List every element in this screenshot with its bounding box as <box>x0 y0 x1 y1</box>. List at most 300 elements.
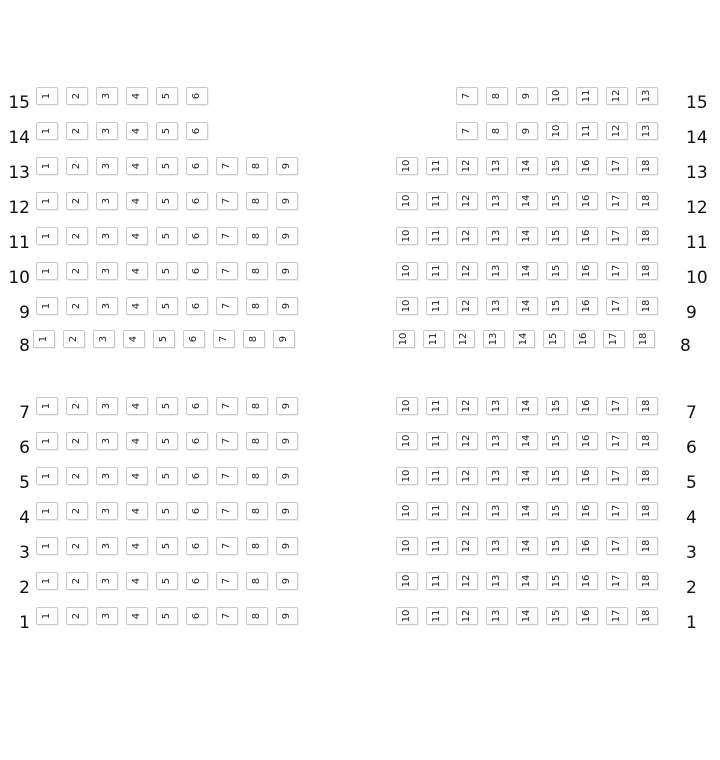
seat-row13[interactable] <box>606 157 628 175</box>
seat-row14[interactable] <box>606 122 628 140</box>
seat-row5[interactable] <box>186 467 208 485</box>
seat-row10[interactable] <box>36 262 58 280</box>
seat-row7[interactable] <box>186 397 208 415</box>
seat-row4[interactable] <box>636 502 658 520</box>
seat-row1[interactable] <box>126 607 148 625</box>
seat-number: 4 <box>131 127 142 135</box>
seat-number: 9 <box>281 302 292 310</box>
seat-row1[interactable] <box>576 607 598 625</box>
seat-row10[interactable] <box>606 262 628 280</box>
seat-row15[interactable] <box>576 87 598 105</box>
seat-row15[interactable] <box>486 87 508 105</box>
seat-row13[interactable] <box>96 157 118 175</box>
seat-row6[interactable] <box>96 432 118 450</box>
seat-row12[interactable] <box>606 192 628 210</box>
seat-number: 1 <box>41 92 52 100</box>
seat-row4[interactable] <box>396 502 418 520</box>
seat-row13[interactable] <box>126 157 148 175</box>
seat-row14[interactable] <box>486 122 508 140</box>
seat-row2[interactable] <box>36 572 58 590</box>
seat-row11[interactable] <box>486 227 508 245</box>
seat-row10[interactable] <box>546 262 568 280</box>
seat-row8[interactable] <box>573 330 595 348</box>
seat-row1[interactable] <box>486 607 508 625</box>
seat-row14[interactable] <box>186 122 208 140</box>
seat-row4[interactable] <box>186 502 208 520</box>
seat-number: 4 <box>131 197 142 205</box>
seat-row14[interactable] <box>156 122 178 140</box>
seat-row3[interactable] <box>186 537 208 555</box>
seat-row4[interactable] <box>66 502 88 520</box>
seat-row7[interactable] <box>66 397 88 415</box>
seat-row3[interactable] <box>456 537 478 555</box>
seat-row9[interactable] <box>96 297 118 315</box>
seat-row14[interactable] <box>636 122 658 140</box>
seat-row2[interactable] <box>576 572 598 590</box>
seat-number: 3 <box>101 437 112 445</box>
seat-row1[interactable] <box>36 607 58 625</box>
seat-row12[interactable] <box>246 192 268 210</box>
seat-row4[interactable] <box>606 502 628 520</box>
seat-number: 5 <box>161 92 172 100</box>
seat-row15[interactable] <box>636 87 658 105</box>
seat-row10[interactable] <box>246 262 268 280</box>
seat-row9[interactable] <box>606 297 628 315</box>
seat-row1[interactable] <box>396 607 418 625</box>
seat-number: 8 <box>491 92 502 100</box>
seat-row9[interactable] <box>486 297 508 315</box>
seat-row11[interactable] <box>156 227 178 245</box>
seat-number: 18 <box>641 539 652 553</box>
seat-row6[interactable] <box>186 432 208 450</box>
seat-number: 17 <box>611 539 622 553</box>
seat-row12[interactable] <box>456 192 478 210</box>
seat-number: 5 <box>161 302 172 310</box>
row-label-right-7: 7 <box>686 403 697 423</box>
seat-row7[interactable] <box>246 397 268 415</box>
seat-row2[interactable] <box>156 572 178 590</box>
seat-row11[interactable] <box>456 227 478 245</box>
seat-row11[interactable] <box>126 227 148 245</box>
seat-number: 18 <box>641 399 652 413</box>
seat-row10[interactable] <box>396 262 418 280</box>
seat-row7[interactable] <box>636 397 658 415</box>
seat-row11[interactable] <box>246 227 268 245</box>
seat-row8[interactable] <box>603 330 625 348</box>
seat-row11[interactable] <box>186 227 208 245</box>
seat-row3[interactable] <box>576 537 598 555</box>
seat-number: 11 <box>431 504 442 518</box>
seat-row3[interactable] <box>216 537 238 555</box>
row-label-left-13: 13 <box>8 163 30 183</box>
seat-row12[interactable] <box>186 192 208 210</box>
seat-row1[interactable] <box>66 607 88 625</box>
seat-row4[interactable] <box>96 502 118 520</box>
seat-row10[interactable] <box>516 262 538 280</box>
seat-number: 10 <box>401 159 412 173</box>
seat-row5[interactable] <box>36 467 58 485</box>
seat-row10[interactable] <box>216 262 238 280</box>
seat-row11[interactable] <box>636 227 658 245</box>
seat-row8[interactable] <box>93 330 115 348</box>
seat-row5[interactable] <box>546 467 568 485</box>
seat-number: 11 <box>431 194 442 208</box>
seat-number: 18 <box>641 194 652 208</box>
seat-row12[interactable] <box>156 192 178 210</box>
seat-row5[interactable] <box>456 467 478 485</box>
seat-row11[interactable] <box>396 227 418 245</box>
seat-row9[interactable] <box>216 297 238 315</box>
seat-row15[interactable] <box>156 87 178 105</box>
seat-row3[interactable] <box>396 537 418 555</box>
seat-row14[interactable] <box>546 122 568 140</box>
seat-number: 15 <box>551 434 562 448</box>
seat-row14[interactable] <box>36 122 58 140</box>
seat-number: 7 <box>221 577 232 585</box>
seat-row4[interactable] <box>426 502 448 520</box>
seat-row6[interactable] <box>456 432 478 450</box>
seat-number: 4 <box>128 335 139 343</box>
seat-row1[interactable] <box>606 607 628 625</box>
seat-row1[interactable] <box>156 607 178 625</box>
seat-row10[interactable] <box>96 262 118 280</box>
seat-row8[interactable] <box>633 330 655 348</box>
seat-row3[interactable] <box>66 537 88 555</box>
seat-row13[interactable] <box>66 157 88 175</box>
seat-row2[interactable] <box>126 572 148 590</box>
seat-row1[interactable] <box>516 607 538 625</box>
seat-row11[interactable] <box>606 227 628 245</box>
seat-row6[interactable] <box>576 432 598 450</box>
seat-row14[interactable] <box>456 122 478 140</box>
seat-row12[interactable] <box>126 192 148 210</box>
seat-row7[interactable] <box>396 397 418 415</box>
seat-row7[interactable] <box>126 397 148 415</box>
seat-row1[interactable] <box>426 607 448 625</box>
seat-row10[interactable] <box>426 262 448 280</box>
seat-row6[interactable] <box>216 432 238 450</box>
seat-row2[interactable] <box>186 572 208 590</box>
seat-row8[interactable] <box>513 330 535 348</box>
seat-row11[interactable] <box>546 227 568 245</box>
seat-number: 3 <box>101 92 112 100</box>
seat-row14[interactable] <box>516 122 538 140</box>
seat-row15[interactable] <box>456 87 478 105</box>
seat-row12[interactable] <box>216 192 238 210</box>
seat-row12[interactable] <box>396 192 418 210</box>
seat-row2[interactable] <box>456 572 478 590</box>
seat-number: 15 <box>551 399 562 413</box>
seat-row3[interactable] <box>636 537 658 555</box>
seat-row9[interactable] <box>36 297 58 315</box>
seat-number: 3 <box>101 267 112 275</box>
row-label-right-6: 6 <box>686 438 697 458</box>
seat-row11[interactable] <box>516 227 538 245</box>
seat-row14[interactable] <box>96 122 118 140</box>
seat-row12[interactable] <box>576 192 598 210</box>
seat-row15[interactable] <box>66 87 88 105</box>
seat-row6[interactable] <box>426 432 448 450</box>
seat-row5[interactable] <box>276 467 298 485</box>
seat-row9[interactable] <box>66 297 88 315</box>
seat-row4[interactable] <box>456 502 478 520</box>
seat-row1[interactable] <box>246 607 268 625</box>
seat-row12[interactable] <box>516 192 538 210</box>
seat-row2[interactable] <box>396 572 418 590</box>
seat-row13[interactable] <box>426 157 448 175</box>
seat-row3[interactable] <box>276 537 298 555</box>
seat-row7[interactable] <box>216 397 238 415</box>
seat-row7[interactable] <box>516 397 538 415</box>
seat-row5[interactable] <box>246 467 268 485</box>
seat-row5[interactable] <box>396 467 418 485</box>
seat-row12[interactable] <box>276 192 298 210</box>
seat-row13[interactable] <box>246 157 268 175</box>
seat-row8[interactable] <box>153 330 175 348</box>
seat-row12[interactable] <box>66 192 88 210</box>
seat-row2[interactable] <box>276 572 298 590</box>
seat-row8[interactable] <box>63 330 85 348</box>
seat-row13[interactable] <box>216 157 238 175</box>
seat-row9[interactable] <box>456 297 478 315</box>
seat-row6[interactable] <box>156 432 178 450</box>
seat-row9[interactable] <box>276 297 298 315</box>
seat-row2[interactable] <box>66 572 88 590</box>
seat-row4[interactable] <box>516 502 538 520</box>
seat-row1[interactable] <box>186 607 208 625</box>
seat-number: 5 <box>161 232 172 240</box>
seat-row11[interactable] <box>36 227 58 245</box>
seat-row10[interactable] <box>456 262 478 280</box>
seat-number: 15 <box>551 469 562 483</box>
seat-row8[interactable] <box>213 330 235 348</box>
seat-row6[interactable] <box>606 432 628 450</box>
seat-row1[interactable] <box>216 607 238 625</box>
seat-row10[interactable] <box>156 262 178 280</box>
seat-row7[interactable] <box>606 397 628 415</box>
seat-row7[interactable] <box>276 397 298 415</box>
seat-row9[interactable] <box>246 297 268 315</box>
seat-number: 18 <box>641 609 652 623</box>
seat-row13[interactable] <box>636 157 658 175</box>
seat-row6[interactable] <box>276 432 298 450</box>
seat-row10[interactable] <box>486 262 508 280</box>
seat-row9[interactable] <box>546 297 568 315</box>
seat-row1[interactable] <box>456 607 478 625</box>
seat-row7[interactable] <box>546 397 568 415</box>
seat-row15[interactable] <box>96 87 118 105</box>
seat-row7[interactable] <box>36 397 58 415</box>
seat-row8[interactable] <box>453 330 475 348</box>
seat-row8[interactable] <box>183 330 205 348</box>
seat-row4[interactable] <box>546 502 568 520</box>
seat-row5[interactable] <box>606 467 628 485</box>
seat-row6[interactable] <box>36 432 58 450</box>
seat-row6[interactable] <box>636 432 658 450</box>
seat-row10[interactable] <box>66 262 88 280</box>
seat-row5[interactable] <box>126 467 148 485</box>
seat-row13[interactable] <box>36 157 58 175</box>
seat-row3[interactable] <box>426 537 448 555</box>
seat-row13[interactable] <box>396 157 418 175</box>
seat-row4[interactable] <box>156 502 178 520</box>
seat-row7[interactable] <box>156 397 178 415</box>
seat-row7[interactable] <box>426 397 448 415</box>
seat-row15[interactable] <box>186 87 208 105</box>
seat-row9[interactable] <box>516 297 538 315</box>
seat-row8[interactable] <box>543 330 565 348</box>
seat-number: 8 <box>251 612 262 620</box>
seat-row5[interactable] <box>426 467 448 485</box>
seat-row4[interactable] <box>486 502 508 520</box>
seat-row13[interactable] <box>486 157 508 175</box>
seat-row12[interactable] <box>546 192 568 210</box>
seat-row11[interactable] <box>96 227 118 245</box>
seat-row2[interactable] <box>516 572 538 590</box>
seat-number: 1 <box>41 577 52 585</box>
seat-row7[interactable] <box>576 397 598 415</box>
seat-row4[interactable] <box>36 502 58 520</box>
seat-row3[interactable] <box>126 537 148 555</box>
seat-row11[interactable] <box>66 227 88 245</box>
seat-row6[interactable] <box>66 432 88 450</box>
seat-row5[interactable] <box>156 467 178 485</box>
seat-row15[interactable] <box>36 87 58 105</box>
seat-row7[interactable] <box>96 397 118 415</box>
seat-row15[interactable] <box>126 87 148 105</box>
seat-row15[interactable] <box>546 87 568 105</box>
seat-number: 12 <box>461 469 472 483</box>
seat-number: 5 <box>161 402 172 410</box>
seat-row2[interactable] <box>636 572 658 590</box>
seat-row8[interactable] <box>273 330 295 348</box>
seat-row3[interactable] <box>36 537 58 555</box>
seat-row5[interactable] <box>66 467 88 485</box>
seat-row8[interactable] <box>423 330 445 348</box>
seat-row9[interactable] <box>186 297 208 315</box>
seat-row3[interactable] <box>546 537 568 555</box>
seat-number: 7 <box>221 437 232 445</box>
seat-row11[interactable] <box>216 227 238 245</box>
seat-row1[interactable] <box>546 607 568 625</box>
seat-row6[interactable] <box>516 432 538 450</box>
seat-row9[interactable] <box>396 297 418 315</box>
seat-row10[interactable] <box>186 262 208 280</box>
seat-row2[interactable] <box>486 572 508 590</box>
seat-row8[interactable] <box>243 330 265 348</box>
seat-row13[interactable] <box>276 157 298 175</box>
seat-row14[interactable] <box>66 122 88 140</box>
seat-row15[interactable] <box>606 87 628 105</box>
seat-row5[interactable] <box>216 467 238 485</box>
seat-row13[interactable] <box>156 157 178 175</box>
seat-row4[interactable] <box>126 502 148 520</box>
seat-row7[interactable] <box>486 397 508 415</box>
seat-row2[interactable] <box>216 572 238 590</box>
seat-row4[interactable] <box>576 502 598 520</box>
seat-row2[interactable] <box>426 572 448 590</box>
seat-row13[interactable] <box>516 157 538 175</box>
seat-number: 1 <box>41 402 52 410</box>
seat-row6[interactable] <box>126 432 148 450</box>
seat-row13[interactable] <box>456 157 478 175</box>
seat-row1[interactable] <box>636 607 658 625</box>
seat-row5[interactable] <box>576 467 598 485</box>
seat-row14[interactable] <box>576 122 598 140</box>
seat-number: 4 <box>131 232 142 240</box>
seat-row2[interactable] <box>606 572 628 590</box>
seat-row4[interactable] <box>276 502 298 520</box>
seat-row12[interactable] <box>636 192 658 210</box>
seat-row13[interactable] <box>186 157 208 175</box>
seat-row4[interactable] <box>216 502 238 520</box>
seat-row15[interactable] <box>516 87 538 105</box>
seat-row6[interactable] <box>546 432 568 450</box>
seat-row3[interactable] <box>156 537 178 555</box>
seat-row8[interactable] <box>123 330 145 348</box>
seat-row14[interactable] <box>126 122 148 140</box>
seat-row3[interactable] <box>246 537 268 555</box>
seat-row11[interactable] <box>576 227 598 245</box>
seat-row6[interactable] <box>486 432 508 450</box>
seat-row2[interactable] <box>246 572 268 590</box>
seat-row9[interactable] <box>156 297 178 315</box>
seat-row9[interactable] <box>426 297 448 315</box>
seat-number: 18 <box>641 229 652 243</box>
seat-row9[interactable] <box>636 297 658 315</box>
seat-row6[interactable] <box>396 432 418 450</box>
seat-row1[interactable] <box>96 607 118 625</box>
seat-row3[interactable] <box>516 537 538 555</box>
seat-row5[interactable] <box>96 467 118 485</box>
seat-row5[interactable] <box>636 467 658 485</box>
seat-row4[interactable] <box>246 502 268 520</box>
seat-row12[interactable] <box>96 192 118 210</box>
seat-row2[interactable] <box>96 572 118 590</box>
seat-number: 11 <box>581 89 592 103</box>
seat-row10[interactable] <box>576 262 598 280</box>
seat-row10[interactable] <box>126 262 148 280</box>
seat-row9[interactable] <box>126 297 148 315</box>
seat-row6[interactable] <box>246 432 268 450</box>
seat-row12[interactable] <box>486 192 508 210</box>
seat-row3[interactable] <box>486 537 508 555</box>
seat-row8[interactable] <box>33 330 55 348</box>
row-label-left-11: 11 <box>8 233 30 253</box>
seat-row9[interactable] <box>576 297 598 315</box>
seat-number: 6 <box>191 92 202 100</box>
seat-row10[interactable] <box>636 262 658 280</box>
seat-row8[interactable] <box>393 330 415 348</box>
seat-row8[interactable] <box>483 330 505 348</box>
seat-row3[interactable] <box>606 537 628 555</box>
seat-row13[interactable] <box>546 157 568 175</box>
seat-number: 11 <box>431 159 442 173</box>
seat-row7[interactable] <box>456 397 478 415</box>
seat-row13[interactable] <box>576 157 598 175</box>
seat-row3[interactable] <box>96 537 118 555</box>
seat-number: 9 <box>281 507 292 515</box>
seat-row12[interactable] <box>36 192 58 210</box>
seat-row10[interactable] <box>276 262 298 280</box>
seat-row2[interactable] <box>546 572 568 590</box>
seat-row11[interactable] <box>276 227 298 245</box>
seat-row5[interactable] <box>486 467 508 485</box>
seat-row5[interactable] <box>516 467 538 485</box>
seat-row12[interactable] <box>426 192 448 210</box>
seat-row1[interactable] <box>276 607 298 625</box>
seat-row11[interactable] <box>426 227 448 245</box>
